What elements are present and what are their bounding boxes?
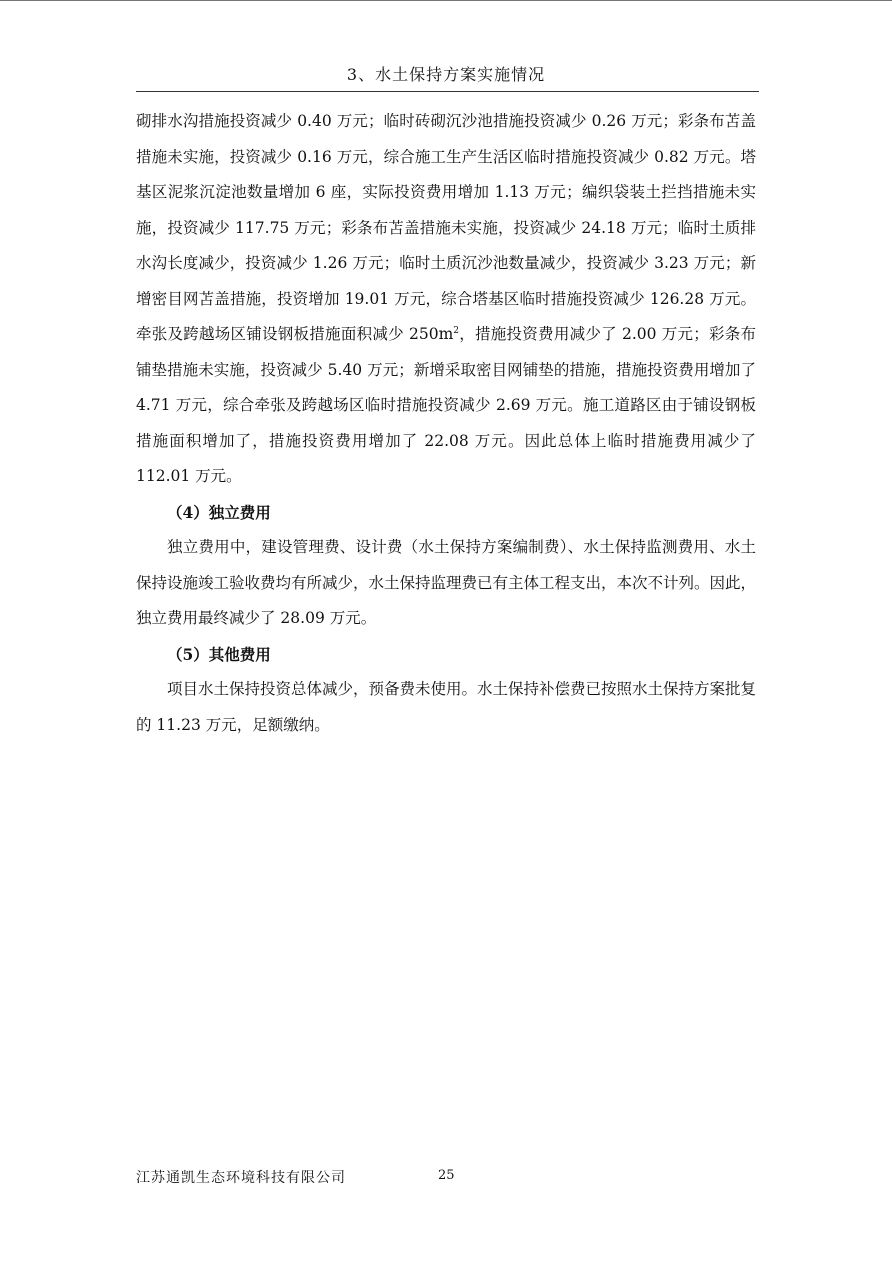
paragraph-text-continued: ，措施投资费用减少了 2.00 万元；彩条布铺垫措施未实施，投资减少 5.40 万元；新增采取密目网铺垫的措施，措施投资费用增加了 4.71 万元，综合牵张及跨越场区临时措施投资减少 2.69 万元。施工道路区由于铺设钢板措施面积增加了，措施投资费用增加了 22.08 万元。因此总体上临时措施费用减少了 112.01 万元。 <box>136 325 756 485</box>
running-header-title: 3、水土保持方案实施情况 <box>346 65 546 84</box>
paragraph-temporary-measures <box>136 104 756 495</box>
paragraph-independent-costs: 独立费用中，建设管理费、设计费（水土保持方案编制费）、水土保持监测费用、水土保持设施竣工验收费均有所减少，水土保持监理费已有主体工程支出，本次不计列。因此，独立费用最终减少了 28.09 万元。 <box>136 538 757 627</box>
paragraph-text: 砌排水沟措施投资减少 0.40 万元；临时砖砌沉沙池措施投资减少 0.26 万元；彩条布苫盖措施未实施，投资减少 0.16 万元，综合施工生产生活区临时措施投资减少 0.82 万元。塔基区泥浆沉淀池数量增加 6 座，实际投资费用增加 1.13 万元；编织袋装土拦挡措施未实施，投资减少 117.75 万元；彩条布苫盖措施未实施，投资减少 24.18 万元；临时土质排水沟长度减少，投资减少 1.26 万元；临时土质沉沙池数量减少，投资减少 3.23 万元；新增密目网苫盖措施，投资增加 19.01 万元，综合塔基区临时措施投资减少 126.28 万元。牵张及跨越场区铺设钢板措施面积减少 250m <box>136 112 756 343</box>
page-number: 25 <box>438 1168 455 1183</box>
footer-company-name: 江苏通凯生态环境科技有限公司 <box>136 1170 346 1186</box>
superscript-unit: 2 <box>453 325 460 336</box>
paragraph-other-costs: 项目水土保持投资总体减少，预备费未使用。水土保持补偿费已按照水土保持方案批复的 11.23 万元，足额缴纳。 <box>136 680 757 734</box>
header-divider <box>136 91 759 92</box>
section-heading-independent-costs: （4）独立费用 <box>167 502 271 522</box>
section-heading-other-costs: （5）其他费用 <box>167 644 271 664</box>
document-body <box>136 104 756 743</box>
page-top-border <box>0 0 892 1</box>
